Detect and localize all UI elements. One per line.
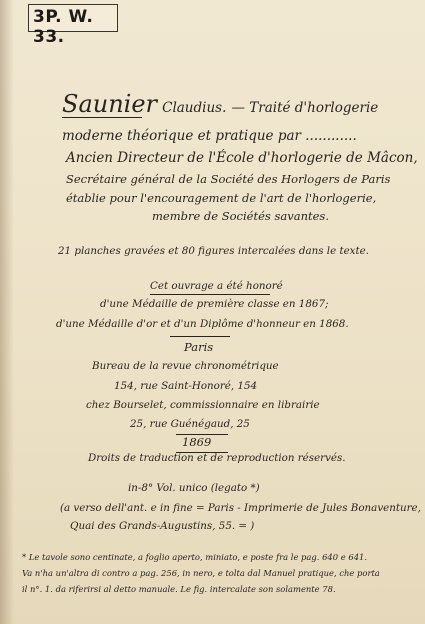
author-desc-3: établie pour l'encouragement de l'art de l'horlogerie, [66, 191, 377, 205]
illustrations-note: 21 planches gravées et 80 figures intercalées dans le texte. [58, 245, 369, 257]
imprint-line-2: 154, rue Saint-Honoré, 154 [114, 380, 258, 392]
imprint-rights: Droits de traduction et de reproduction réservés. [88, 452, 346, 464]
award-line-1: Cet ouvrage a été honoré [150, 280, 283, 292]
award-line-2: d'une Médaille de première classe en 1867; [100, 298, 329, 310]
award-underline [150, 294, 270, 295]
author-surname: Saunier [62, 90, 158, 118]
imprint-city: Paris [184, 340, 214, 354]
city-overline [170, 336, 230, 337]
imprint-line-1: Bureau de la revue chronométrique [92, 360, 279, 372]
author-desc-2: Secrétaire général de la Société des Horlogers de Paris [66, 172, 391, 186]
footnote-line-1: * Le tavole sono centinate, a foglio aperto, miniato, e poste fra le pag. 640 e 641. [22, 552, 368, 562]
shelfmark-text: 3P. W. 33. [33, 7, 94, 47]
title-part-b: moderne théorique et pratique par ............ [62, 128, 357, 144]
footnote-line-2: Va n'ha un'altra di contro a pag. 256, in nero, e tolta dal Manuel pratique, che porta [22, 568, 380, 578]
shelfmark-label [28, 4, 118, 47]
imprint-line-3: chez Bourselet, commissionnaire en librairie [86, 399, 320, 411]
author-desc-1: Ancien Directeur de l'École d'horlogerie de Mâcon, [66, 150, 418, 166]
award-line-3: d'une Médaille d'or et d'un Diplôme d'honneur en 1868. [56, 318, 349, 330]
format-line: in-8° Vol. unico (legato *) [128, 482, 260, 494]
imprint-line-4: 25, rue Guénégaud, 25 [130, 418, 250, 430]
author-desc-4: membre de Sociétés savantes. [152, 209, 329, 223]
author-underline [62, 117, 142, 118]
imprint-year: 1869 [182, 435, 212, 449]
title-line-author [62, 90, 378, 118]
colophon-line-1: (a verso dell'ant. e in fine = Paris - Imprimerie de Jules Bonaventure, [60, 502, 421, 514]
footnote-line-3: il n°. 1. da riferirsi al detto manuale. Le fig. intercalate son solamente 78. [22, 584, 336, 594]
author-forename: Claudius. [162, 100, 227, 116]
colophon-line-2: Quai des Grands-Augustins, 55. = ) [70, 520, 255, 532]
title-part-a: — Traité d'horlogerie [231, 100, 379, 116]
